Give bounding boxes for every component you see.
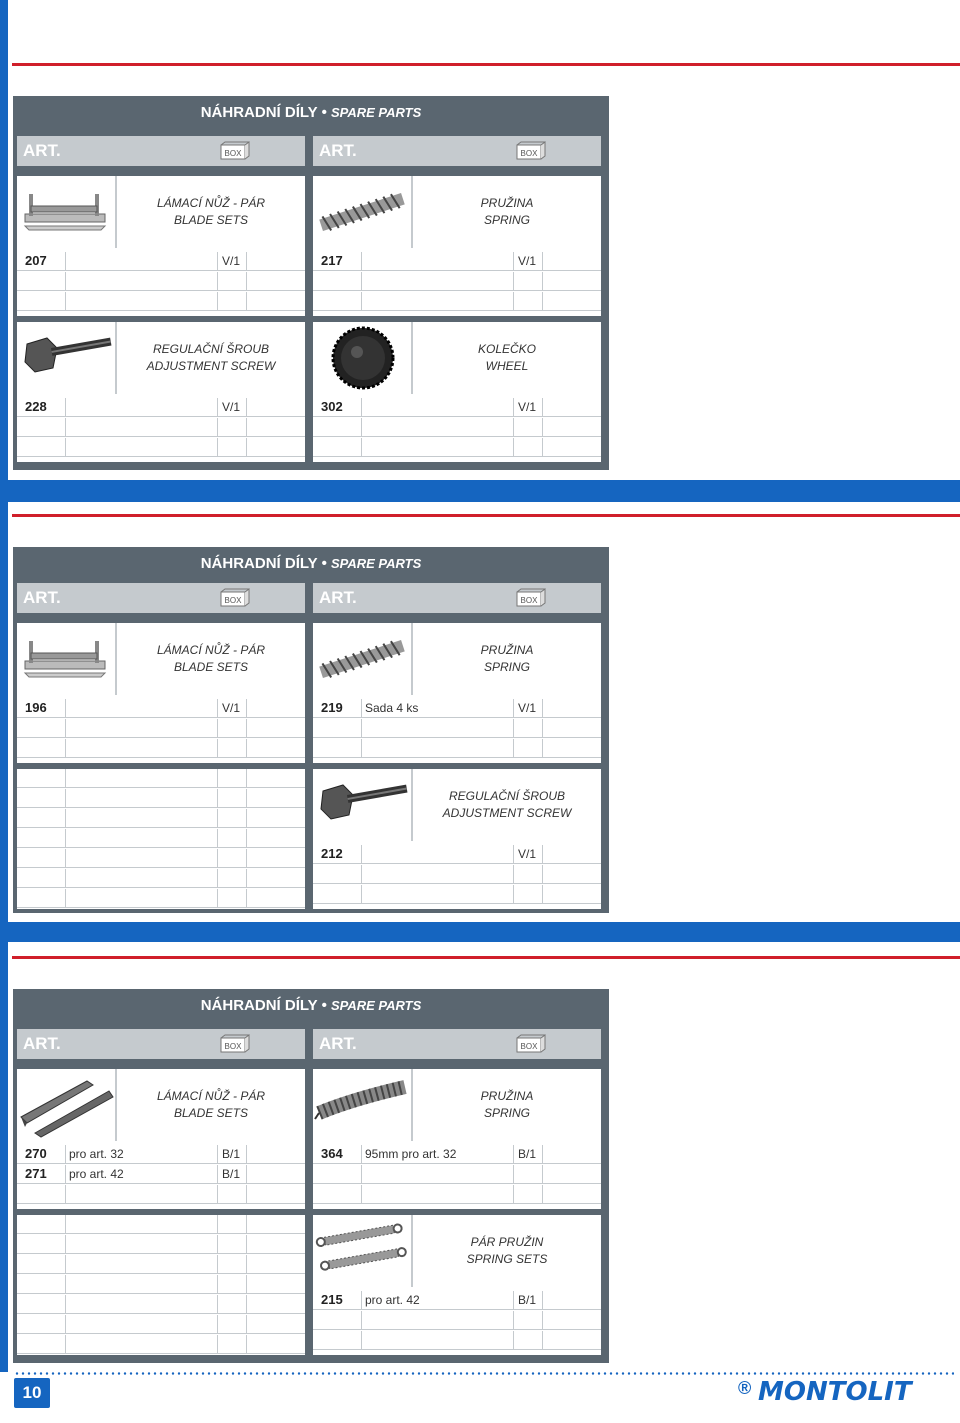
pack-code: B/1	[518, 1147, 537, 1161]
table-row	[313, 845, 601, 864]
title-sep: •	[321, 104, 327, 121]
table-row	[313, 699, 601, 718]
part-block	[17, 176, 305, 316]
part-block	[313, 623, 601, 763]
part-description	[413, 322, 601, 394]
table-row	[17, 739, 305, 758]
table-row	[17, 292, 305, 311]
svg-text:BOX: BOX	[520, 149, 538, 158]
art-label: ART.	[319, 588, 357, 607]
part-description	[413, 176, 601, 248]
art-number: 217	[321, 253, 343, 268]
title-cz: NÁHRADNÍ DÍLY	[200, 104, 318, 121]
spring-image	[313, 623, 411, 695]
box-icon	[220, 1034, 250, 1054]
table-row	[313, 1185, 601, 1204]
desc-en: SPRING	[483, 1106, 530, 1120]
column-header	[17, 1029, 305, 1059]
pack-code: B/1	[518, 1293, 537, 1307]
title-en: SPARE PARTS	[331, 998, 422, 1013]
table-row	[313, 865, 601, 884]
table-row	[17, 719, 305, 738]
blue-frame-left-3	[0, 942, 8, 1372]
art-number: 302	[321, 399, 343, 414]
table-row	[17, 1145, 305, 1164]
table-row	[313, 1331, 601, 1350]
table-row	[313, 438, 601, 457]
table-row	[17, 1235, 305, 1254]
spare-parts-section	[13, 96, 609, 470]
part-block	[313, 1215, 601, 1355]
desc-en: BLADE SETS	[173, 660, 249, 674]
spring-image	[313, 176, 411, 248]
part-block	[17, 322, 305, 462]
part-description	[413, 1215, 601, 1287]
desc-en: ADJUSTMENT SCREW	[442, 806, 572, 820]
table-row	[17, 1315, 305, 1334]
table-row	[17, 789, 305, 808]
pack-code: V/1	[518, 847, 537, 861]
blade-set-image	[17, 623, 115, 695]
desc-en: ADJUSTMENT SCREW	[146, 359, 276, 373]
table-row	[17, 849, 305, 868]
table-row	[313, 1165, 601, 1184]
desc-cz: PÁR PRUŽIN	[470, 1235, 544, 1249]
art-label: ART.	[23, 588, 61, 607]
blade-set-image	[17, 176, 115, 248]
box-icon	[220, 141, 250, 161]
table-row	[17, 829, 305, 848]
part-description	[117, 623, 305, 695]
desc-cz: KOLEČKO	[477, 342, 537, 356]
desc-en: SPRING SETS	[466, 1252, 548, 1266]
column-header	[313, 136, 601, 166]
table-row	[17, 438, 305, 457]
desc-cz: LÁMACÍ NŮŽ - PÁR	[156, 1089, 265, 1103]
art-number: 270	[25, 1146, 47, 1161]
spare-parts-section	[13, 547, 609, 913]
title-en: SPARE PARTS	[331, 556, 422, 571]
svg-text:BOX: BOX	[224, 1042, 242, 1051]
art-label: ART.	[23, 1034, 61, 1053]
desc-cz: REGULAČNÍ ŠROUB	[448, 789, 566, 803]
page-number: 10	[14, 1378, 50, 1408]
section-title	[13, 997, 609, 1014]
title-en: SPARE PARTS	[331, 105, 422, 120]
art-number: 271	[25, 1166, 47, 1181]
red-rule	[12, 956, 960, 959]
blue-frame-band-1	[0, 480, 960, 502]
part-description	[413, 623, 601, 695]
part-block	[17, 1069, 305, 1209]
table-row	[17, 1255, 305, 1274]
pack-code: B/1	[222, 1147, 241, 1161]
dotted-rule	[14, 1372, 954, 1375]
part-description	[413, 1069, 601, 1141]
table-row	[313, 292, 601, 311]
table-row	[17, 1335, 305, 1354]
pack-code: V/1	[518, 701, 537, 715]
table-row	[17, 418, 305, 437]
part-block	[313, 769, 601, 909]
column-header	[17, 136, 305, 166]
table-row	[313, 398, 601, 417]
part-description	[117, 176, 305, 248]
table-row	[313, 739, 601, 758]
adjustment-screw-image	[17, 322, 115, 394]
title-sep: •	[321, 555, 327, 572]
art-note: Sada 4 ks	[365, 701, 419, 715]
table-row	[17, 809, 305, 828]
brand-logo: MONTOLIT	[758, 1377, 912, 1407]
table-row	[17, 272, 305, 291]
frame-corner	[8, 942, 48, 982]
spare-parts-section	[13, 989, 609, 1363]
pack-code: V/1	[222, 701, 241, 715]
blue-frame-left	[0, 0, 8, 520]
empty-block	[17, 1215, 305, 1355]
table-row	[17, 699, 305, 718]
table-row	[17, 1215, 305, 1234]
art-note: pro art. 42	[365, 1293, 420, 1307]
section-title	[13, 104, 609, 121]
column-header	[313, 1029, 601, 1059]
blade-pair-image	[17, 1069, 115, 1141]
pack-code: V/1	[222, 254, 241, 268]
art-number: 215	[321, 1292, 343, 1307]
table-row	[17, 398, 305, 417]
table-row	[17, 1165, 305, 1184]
table-row	[17, 769, 305, 788]
art-number: 207	[25, 253, 47, 268]
blue-frame-band-2	[0, 922, 960, 942]
table-row	[313, 885, 601, 904]
part-block	[313, 1069, 601, 1209]
spring-curved-image	[313, 1069, 411, 1141]
part-description	[413, 769, 601, 841]
desc-en: BLADE SETS	[173, 213, 249, 227]
svg-text:BOX: BOX	[520, 1042, 538, 1051]
title-cz: NÁHRADNÍ DÍLY	[200, 555, 318, 572]
table-row	[313, 252, 601, 271]
table-row	[313, 272, 601, 291]
desc-en: WHEEL	[485, 359, 529, 373]
box-icon	[516, 141, 546, 161]
art-number: 212	[321, 846, 343, 861]
wheel-image	[313, 322, 411, 394]
desc-en: BLADE SETS	[173, 1106, 249, 1120]
desc-en: SPRING	[483, 213, 530, 227]
table-row	[17, 1295, 305, 1314]
desc-cz: REGULAČNÍ ŠROUB	[152, 342, 270, 356]
art-note: pro art. 32	[69, 1147, 124, 1161]
table-row	[313, 1145, 601, 1164]
spring-sets-image	[313, 1215, 411, 1287]
svg-text:BOX: BOX	[520, 596, 538, 605]
desc-cz: LÁMACÍ NŮŽ - PÁR	[156, 643, 265, 657]
pack-code: B/1	[222, 1167, 241, 1181]
adjustment-screw-image	[313, 769, 411, 841]
table-row	[313, 719, 601, 738]
art-number: 228	[25, 399, 47, 414]
part-block	[313, 176, 601, 316]
desc-cz: LÁMACÍ NŮŽ - PÁR	[156, 196, 265, 210]
box-icon	[516, 588, 546, 608]
svg-text:BOX: BOX	[224, 596, 242, 605]
pack-code: V/1	[518, 254, 537, 268]
blue-frame-left-2	[0, 502, 8, 942]
title-cz: NÁHRADNÍ DÍLY	[200, 997, 318, 1014]
part-block	[313, 322, 601, 462]
column-header	[17, 583, 305, 613]
art-note: 95mm pro art. 32	[365, 1147, 457, 1161]
part-description	[117, 322, 305, 394]
art-number: 219	[321, 700, 343, 715]
art-label: ART.	[23, 141, 61, 160]
table-row	[17, 1185, 305, 1204]
desc-cz: PRUŽINA	[480, 643, 534, 657]
red-rule	[12, 63, 960, 66]
section-title	[13, 555, 609, 572]
table-row	[17, 252, 305, 271]
table-row	[17, 1275, 305, 1294]
table-row	[17, 889, 305, 908]
box-icon	[220, 588, 250, 608]
art-number: 364	[321, 1146, 343, 1161]
part-block	[17, 623, 305, 763]
art-label: ART.	[319, 1034, 357, 1053]
art-note: pro art. 42	[69, 1167, 124, 1181]
column-header	[313, 583, 601, 613]
pack-code: V/1	[518, 400, 537, 414]
art-number: 196	[25, 700, 47, 715]
registered-mark: ®	[738, 1378, 752, 1398]
table-row	[313, 418, 601, 437]
art-label: ART.	[319, 141, 357, 160]
red-rule	[12, 514, 960, 517]
empty-block	[17, 769, 305, 909]
svg-text:BOX: BOX	[224, 149, 242, 158]
table-row	[313, 1291, 601, 1310]
desc-cz: PRUŽINA	[480, 196, 534, 210]
part-description	[117, 1069, 305, 1141]
frame-corner	[8, 502, 48, 542]
desc-cz: PRUŽINA	[480, 1089, 534, 1103]
table-row	[313, 1311, 601, 1330]
desc-en: SPRING	[483, 660, 530, 674]
title-sep: •	[321, 997, 327, 1014]
pack-code: V/1	[222, 400, 241, 414]
table-row	[17, 869, 305, 888]
box-icon	[516, 1034, 546, 1054]
